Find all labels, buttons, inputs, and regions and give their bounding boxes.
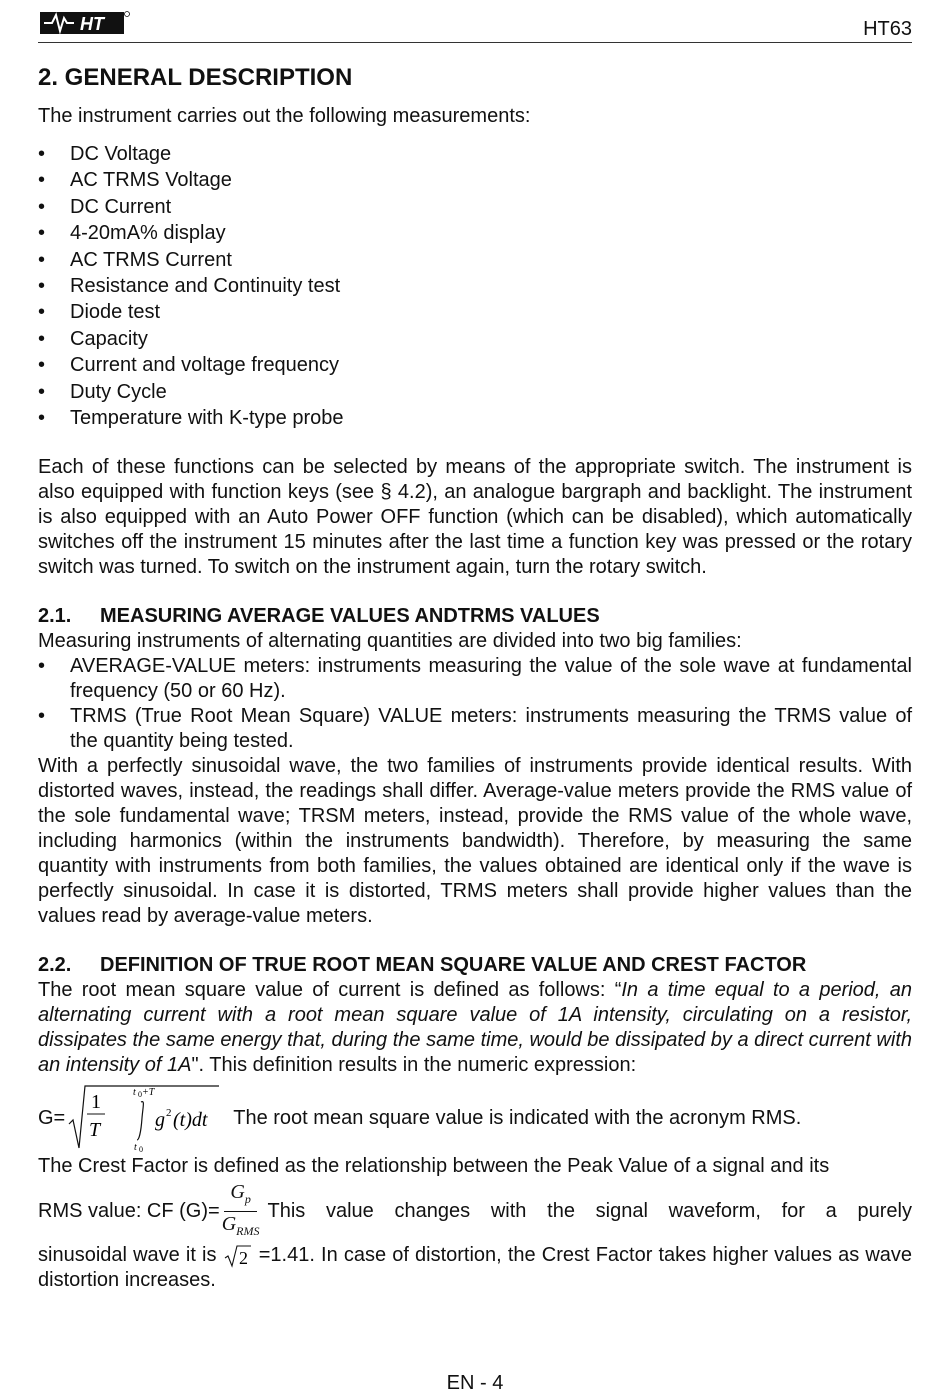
meter-families-list	[38, 654, 912, 754]
section-title: 2. GENERAL DESCRIPTION	[38, 64, 353, 91]
list-item: • AVERAGE-VALUE meters: instruments measuring the value of the sole wave at fundamental frequency (50 or 60 Hz).	[38, 654, 912, 704]
svg-text:t: t	[134, 1142, 138, 1154]
page-content	[38, 62, 912, 1293]
sinusoidal-tail: =1.41. In case of distortion, the Crest Factor takes higher values as wave distortion increases.	[38, 1244, 913, 1292]
page-number: EN - 4	[446, 1372, 504, 1394]
rms-definition-paragraph	[38, 978, 912, 1078]
crest-factor-tail: This value changes with the signal waveform, for a purely	[267, 1199, 912, 1222]
page-header	[38, 4, 912, 43]
list-item: • Resistance and Continuity test	[38, 273, 912, 299]
list-item: • DC Voltage	[38, 141, 912, 167]
subsection-2-2-title	[38, 953, 912, 978]
list-item: • Duty Cycle	[38, 379, 912, 405]
list-item: • Current and voltage frequency	[38, 352, 912, 378]
svg-text:(t)dt: (t)dt	[173, 1109, 208, 1132]
list-item: • 4-20mA% display	[38, 220, 912, 246]
section-intro: The instrument carries out the following measurements:	[38, 105, 531, 127]
ht-logo	[40, 10, 130, 36]
list-item: • Diode test	[38, 299, 912, 325]
svg-text:2: 2	[238, 1248, 248, 1269]
svg-text:0: 0	[138, 1090, 143, 1100]
subsection-number: 2.2.	[38, 954, 72, 977]
list-item: • AC TRMS Current	[38, 247, 912, 273]
measurement-list	[38, 141, 912, 431]
list-item: • Temperature with K-type probe	[38, 405, 912, 431]
definition-lead: The root mean square value of current is defined as follows: “	[38, 979, 622, 1002]
list-item: • DC Current	[38, 194, 912, 220]
list-item: • TRMS (True Root Mean Square) VALUE meters: instruments measuring the TRMS value of the quantity being tested.	[38, 704, 912, 754]
svg-text:g: g	[155, 1109, 166, 1132]
subsection-2-1-title	[38, 604, 912, 629]
crest-factor-row	[38, 1179, 912, 1243]
formula-lhs: G=	[38, 1106, 66, 1129]
subsection-2-1-paragraph: With a perfectly sinusoidal wave, the two families of instruments provide identical results. With distorted waves, instead, the readings shall differ. Average-value meters provide the RMS value of the sole fundamental wave; TRSM meters, instead, provide the RMS value of the whole wave, including harmonics (within the instruments bandwidth). Therefore, by measuring the same quantity with instruments from both families, the values obtained are identical only if the wave is perfectly sinusoidal. In case it is distorted, TRMS meters shall provide higher values than the values read by average-value meters.	[38, 755, 912, 928]
logo-text: HT	[80, 14, 104, 34]
svg-text:0: 0	[139, 1145, 144, 1155]
list-item: • AC TRMS Voltage	[38, 167, 912, 193]
svg-text:+T: +T	[142, 1087, 155, 1099]
subsection-heading: DEFINITION OF TRUE ROOT MEAN SQUARE VALUE AND CREST FACTOR	[100, 954, 807, 977]
subsection-2-1-intro: Measuring instruments of alternating quantities are divided into two big families:	[38, 630, 742, 653]
definition-quote: In a time equal to a period, an alternating current with a root mean square value of 1A intensity, circulating on a resistor, dissipates the same energy that, during the same time, would be dissipated by a direct current with an intensity of 1A	[38, 979, 913, 1077]
svg-text:T: T	[89, 1119, 101, 1142]
crest-factor-line: The Crest Factor is defined as the relationship between the Peak Value of a signal and its	[38, 1155, 830, 1178]
crest-factor-lead: RMS value: CF (G)=	[38, 1199, 220, 1222]
sinusoidal-paragraph	[38, 1243, 912, 1293]
rms-formula	[67, 1082, 227, 1154]
crest-factor-fraction	[222, 1180, 260, 1243]
fraction-numerator: $G_p$	[224, 1180, 256, 1212]
subsection-heading: MEASURING AVERAGE VALUES ANDTRMS VALUES	[100, 605, 600, 628]
formula-caption: The root mean square value is indicated with the acronym RMS.	[233, 1106, 802, 1129]
list-item: • Capacity	[38, 326, 912, 352]
subsection-number: 2.1.	[38, 605, 72, 628]
square-root-two	[223, 1244, 253, 1268]
svg-text:1: 1	[91, 1091, 102, 1114]
fraction-denominator: $G_{RMS}$	[221, 1212, 260, 1238]
rms-formula-row	[38, 1082, 912, 1154]
sinusoidal-lead: sinusoidal wave it is	[38, 1244, 217, 1267]
definition-tail: ". This definition results in the numeric expression:	[191, 1054, 637, 1077]
svg-text:t: t	[133, 1087, 137, 1099]
functions-paragraph: Each of these functions can be selected by means of the appropriate switch. The instrument is also equipped with function keys (see § 4.2), an analogue bargraph and backlight. The instrument is also equipped with an Auto Power OFF function (which can be disabled), which automatically switches off the instrument 15 minutes after the last time a function key was pressed or the rotary switch was turned. To switch on the instrument again, turn the rotary switch.	[38, 456, 912, 579]
document-code: HT63	[863, 18, 912, 40]
svg-text:2: 2	[166, 1107, 172, 1120]
